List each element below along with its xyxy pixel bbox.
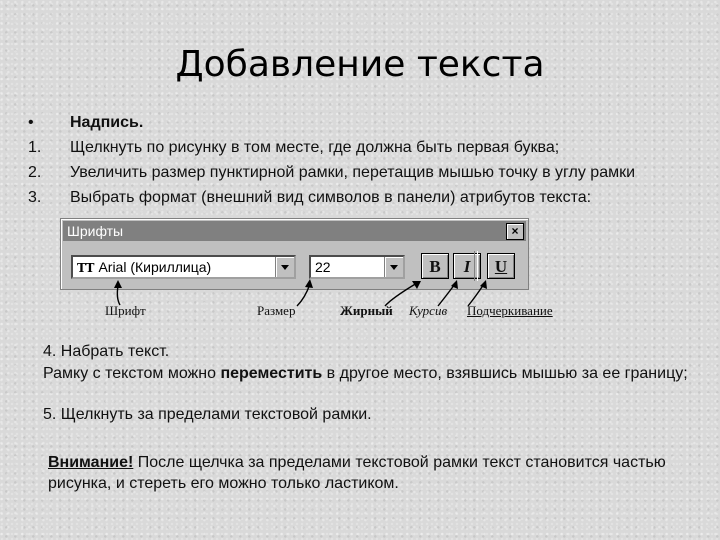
font-size-value: 22 bbox=[315, 259, 331, 275]
list-marker: 3. bbox=[28, 189, 42, 206]
warning-note bbox=[48, 452, 698, 494]
list-marker: • bbox=[28, 114, 34, 131]
caption-font: Шрифт bbox=[105, 303, 146, 318]
warning-text: После щелчка за пределами текстовой рамки текст становится частью рисунка, и стереть его можно только ластиком. bbox=[48, 454, 666, 492]
caption-bold: Жирный bbox=[340, 303, 393, 318]
warning-head: Внимание! bbox=[48, 454, 134, 471]
move-text-bold: переместить bbox=[220, 365, 323, 382]
slide-title: Добавление текста bbox=[175, 44, 545, 85]
move-instruction bbox=[43, 364, 703, 384]
caption-italic: Курсив bbox=[409, 303, 448, 318]
underline-button[interactable]: U bbox=[487, 253, 515, 279]
font-name: Arial (Кириллица) bbox=[98, 259, 212, 275]
step-4: 4. Набрать текст. bbox=[43, 343, 170, 360]
list-marker: 1. bbox=[28, 139, 42, 156]
caption-underline: Подчеркивание bbox=[467, 303, 553, 318]
move-text-post: в другое место, взявшись мышью за ее границу; bbox=[322, 365, 688, 382]
list-marker: 2. bbox=[28, 164, 42, 181]
toolbar-title: Шрифты bbox=[67, 223, 124, 239]
step-5: 5. Щелкнуть за пределами текстовой рамки. bbox=[43, 406, 372, 423]
close-icon[interactable]: × bbox=[506, 223, 524, 240]
bold-button[interactable]: B bbox=[421, 253, 449, 279]
list-text: Щелкнуть по рисунку в том месте, где должна быть первая буква; bbox=[70, 139, 560, 156]
move-text-pre: Рамку с текстом можно bbox=[43, 365, 221, 382]
list-text: Надпись. bbox=[70, 114, 144, 131]
caption-size: Размер bbox=[257, 303, 296, 318]
italic-button[interactable]: I bbox=[453, 253, 481, 279]
list-text: Выбрать формат (внешний вид символов в панели) атрибутов текста: bbox=[70, 189, 592, 206]
truetype-icon: TT bbox=[77, 261, 95, 275]
list-text: Увеличить размер пунктирной рамки, перетащив мышью точку в углу рамки bbox=[70, 164, 636, 181]
